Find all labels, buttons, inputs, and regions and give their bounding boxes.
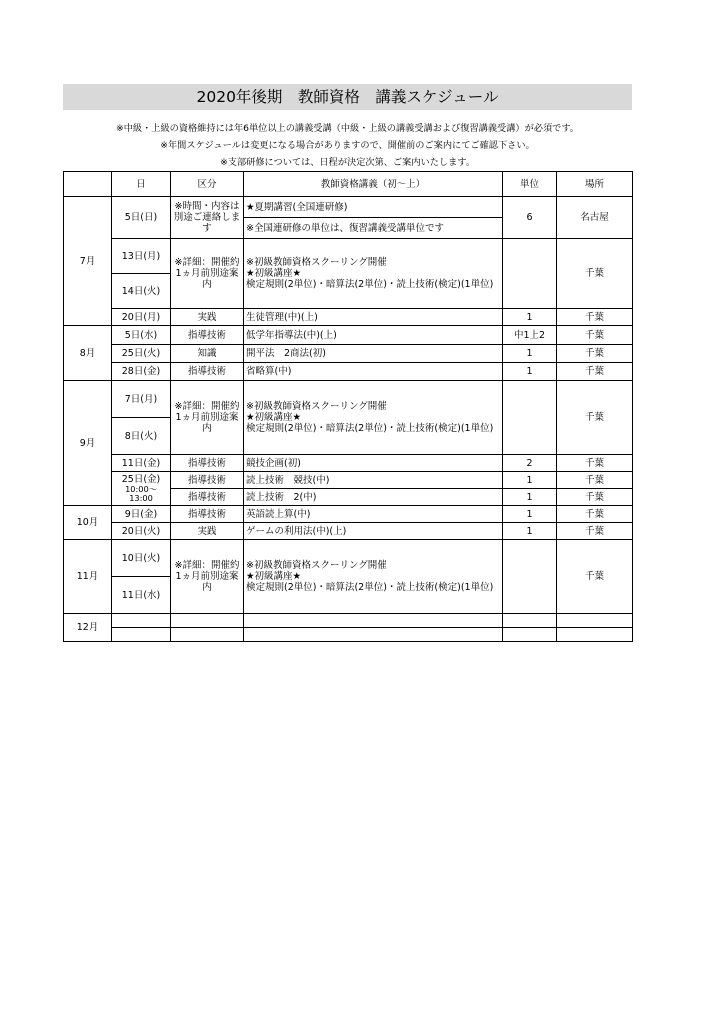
lecture-cell: 開平法 2商法(初) — [244, 345, 503, 363]
units-cell: 1 — [503, 345, 557, 363]
category-cell: 指導技術 — [171, 489, 244, 506]
day-label: 25日(金) — [121, 473, 161, 485]
day-cell: 9日(金) — [112, 506, 171, 523]
header-lecture: 教師資格講義（初～上） — [244, 172, 503, 197]
place-cell — [557, 614, 633, 628]
table-row — [64, 455, 633, 472]
place-cell: 千葉 — [557, 506, 633, 523]
place-cell: 千葉 — [557, 326, 633, 345]
table-row — [64, 326, 633, 345]
units-cell: 1 — [503, 523, 557, 540]
lecture-line: ★初級講座★ — [246, 268, 302, 279]
table-row — [64, 506, 633, 523]
table-row — [64, 239, 633, 274]
category-cell: ※詳細：開催約1ヵ月前別途案内 — [171, 540, 244, 614]
table-row — [64, 614, 633, 628]
header-day: 日 — [112, 172, 171, 197]
place-cell: 千葉 — [557, 239, 633, 309]
lecture-cell — [244, 239, 503, 309]
day-cell: 11日(水) — [112, 577, 171, 614]
lecture-cell: 競技企画(初) — [244, 455, 503, 472]
page-title: 2020年後期 教師資格 講義スケジュール — [63, 84, 632, 110]
note-line: ※年間スケジュールは変更になる場合がありますので、開催前のご案内にてご確認下さい。 — [160, 140, 535, 151]
lecture-line: ※初級教師資格スクーリング開催 — [246, 560, 387, 571]
lecture-cell: 読上技術 2(中) — [244, 489, 503, 506]
day-cell — [112, 472, 171, 506]
units-cell — [503, 614, 557, 628]
units-cell: 中1上2 — [503, 326, 557, 345]
day-cell: 25日(火) — [112, 345, 171, 363]
place-cell: 千葉 — [557, 489, 633, 506]
table-row — [64, 628, 633, 642]
lecture-line: ※初級教師資格スクーリング開催 — [246, 257, 387, 268]
category-cell: ※詳細：開催約1ヵ月前別途案内 — [171, 381, 244, 455]
day-cell: 20日(月) — [112, 309, 171, 326]
month-cell: 11月 — [64, 540, 112, 614]
day-cell: 10日(火) — [112, 540, 171, 577]
lecture-cell: 生徒管理(中)(上) — [244, 309, 503, 326]
header-place: 場所 — [557, 172, 633, 197]
day-cell — [112, 628, 171, 642]
place-cell: 千葉 — [557, 381, 633, 455]
table-row — [64, 540, 633, 577]
units-cell — [503, 540, 557, 614]
day-cell: 28日(金) — [112, 363, 171, 381]
table-row — [64, 472, 633, 489]
category-cell: 指導技術 — [171, 363, 244, 381]
place-cell: 千葉 — [557, 540, 633, 614]
table-row — [64, 381, 633, 418]
month-cell: 10月 — [64, 506, 112, 540]
lecture-line: 検定規則(2単位)・暗算法(2単位)・読上技術(検定)(1単位) — [246, 279, 494, 290]
header-category: 区分 — [171, 172, 244, 197]
day-cell: 20日(火) — [112, 523, 171, 540]
note-line: ※中級・上級の資格維持には年6単位以上の講義受講（中級・上級の講義受講および復習講義受講）が必須です。 — [116, 123, 579, 134]
day-cell: 14日(火) — [112, 274, 171, 309]
category-cell: ※詳細：開催約1ヵ月前別途案内 — [171, 239, 244, 309]
table-row — [64, 345, 633, 363]
place-cell — [557, 628, 633, 642]
lecture-cell: 省略算(中) — [244, 363, 503, 381]
lecture-cell: 読上技術 競技(中) — [244, 472, 503, 489]
lecture-line: 検定規則(2単位)・暗算法(2単位)・読上技術(検定)(1単位) — [246, 423, 494, 434]
lecture-line: ★初級講座★ — [246, 412, 302, 423]
lecture-cell — [244, 628, 503, 642]
category-cell: 指導技術 — [171, 472, 244, 489]
table-row — [64, 363, 633, 381]
day-cell: 13日(月) — [112, 239, 171, 274]
place-cell: 名古屋 — [557, 197, 633, 239]
table-row — [64, 197, 633, 218]
units-cell — [503, 381, 557, 455]
units-cell: 1 — [503, 472, 557, 489]
table-row — [64, 523, 633, 540]
header-units: 単位 — [503, 172, 557, 197]
lecture-cell: 英語読上算(中) — [244, 506, 503, 523]
units-cell: 2 — [503, 455, 557, 472]
day-cell — [112, 614, 171, 628]
place-cell: 千葉 — [557, 523, 633, 540]
category-cell: 実践 — [171, 523, 244, 540]
lecture-line: ★初級講座★ — [246, 571, 302, 582]
day-cell: 11日(金) — [112, 455, 171, 472]
category-cell: 知識 — [171, 345, 244, 363]
place-cell: 千葉 — [557, 309, 633, 326]
month-cell: 12月 — [64, 614, 112, 642]
month-cell: 9月 — [64, 381, 112, 506]
lecture-cell: ★夏期講習(全国連研修) — [244, 197, 503, 218]
lecture-cell: ゲームの利用法(中)(上) — [244, 523, 503, 540]
place-cell: 千葉 — [557, 472, 633, 489]
place-cell: 千葉 — [557, 345, 633, 363]
place-cell: 千葉 — [557, 363, 633, 381]
lecture-line: 検定規則(2単位)・暗算法(2単位)・読上技術(検定)(1単位) — [246, 582, 494, 593]
day-cell: 8日(火) — [112, 418, 171, 455]
units-cell: 1 — [503, 309, 557, 326]
month-cell: 8月 — [64, 326, 112, 381]
day-cell: 7日(月) — [112, 381, 171, 418]
lecture-line: ※初級教師資格スクーリング開催 — [246, 401, 387, 412]
category-cell: 実践 — [171, 309, 244, 326]
day-cell: 5日(水) — [112, 326, 171, 345]
lecture-cell: 低学年指導法(中)(上) — [244, 326, 503, 345]
units-cell: 6 — [503, 197, 557, 239]
lecture-cell — [244, 540, 503, 614]
month-cell: 7月 — [64, 197, 112, 326]
note-line: ※支部研修については、日程が決定次第、ご案内いたします。 — [220, 157, 475, 168]
table-row — [64, 309, 633, 326]
units-cell — [503, 239, 557, 309]
category-cell: 指導技術 — [171, 455, 244, 472]
category-cell: ※時間・内容は別途ご連絡します — [171, 197, 244, 239]
category-cell: 指導技術 — [171, 326, 244, 345]
lecture-cell — [244, 614, 503, 628]
category-cell: 指導技術 — [171, 506, 244, 523]
schedule-table — [63, 171, 633, 642]
category-cell — [171, 628, 244, 642]
units-cell: 1 — [503, 363, 557, 381]
day-cell: 5日(日) — [112, 197, 171, 239]
lecture-cell — [244, 381, 503, 455]
header-month — [64, 172, 112, 197]
units-cell — [503, 628, 557, 642]
units-cell: 1 — [503, 506, 557, 523]
lecture-cell: ※全国連研修の単位は、復習講義受講単位です — [244, 218, 503, 239]
place-cell: 千葉 — [557, 455, 633, 472]
header-row — [64, 172, 633, 197]
category-cell — [171, 614, 244, 628]
units-cell: 1 — [503, 489, 557, 506]
time-label: 10:00～13:00 — [125, 483, 157, 503]
